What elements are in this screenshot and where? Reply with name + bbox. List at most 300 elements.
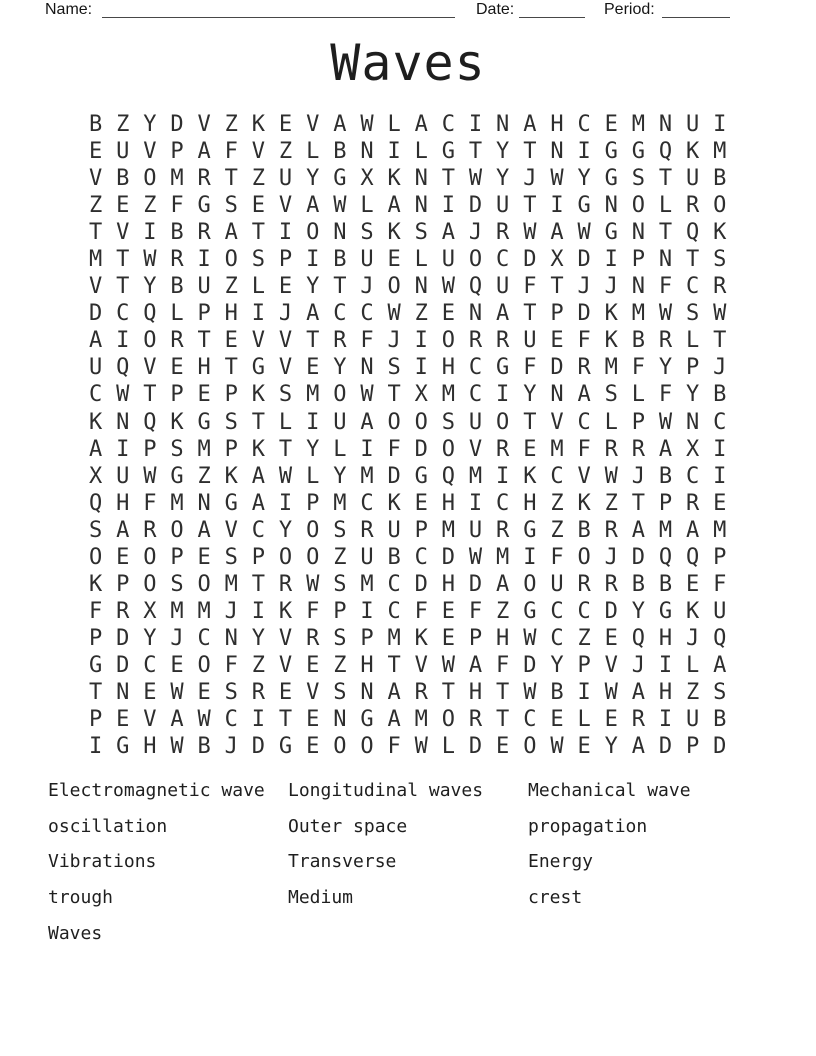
grid-letter: Y (143, 625, 157, 651)
grid-letter: I (387, 139, 401, 165)
grid-letter: K (387, 220, 401, 246)
grid-letter: U (686, 112, 700, 138)
grid-letter: N (414, 274, 428, 300)
grid-letter: D (251, 734, 266, 760)
grid-letter: A (577, 382, 591, 408)
grid-letter: M (414, 707, 428, 733)
grid-letter: X (360, 166, 374, 192)
grid-letter: O (306, 517, 320, 543)
grid-letter: L (658, 193, 673, 219)
grid-letter: H (441, 571, 456, 597)
grid-letter: C (577, 598, 591, 624)
grid-letter: S (333, 517, 347, 543)
grid-letter: O (441, 707, 456, 733)
grid-letter: N (550, 382, 564, 408)
grid-letter: P (251, 544, 266, 570)
grid-letter: N (360, 355, 374, 381)
grid-letter: I (143, 220, 157, 246)
grid-letter: Z (116, 112, 130, 138)
grid-letter: P (713, 544, 727, 570)
grid-letter: M (224, 571, 238, 597)
grid-letter: K (251, 382, 266, 408)
grid-letter: E (686, 571, 700, 597)
grid-letter: O (143, 571, 157, 597)
grid-letter: O (631, 193, 645, 219)
grid-letter: J (631, 463, 645, 489)
grid-letter: O (143, 328, 157, 354)
grid-letter: D (523, 247, 537, 273)
grid-letter: C (387, 598, 401, 624)
grid-letter: S (278, 382, 293, 408)
grid-letter: Z (686, 680, 700, 705)
grid-letter: B (116, 166, 130, 192)
grid-letter: I (658, 652, 673, 678)
grid-letter: J (604, 544, 618, 570)
grid-letter: F (577, 436, 591, 462)
grid-letter: G (251, 355, 266, 381)
grid-letter: E (116, 193, 130, 219)
grid-letter: Z (496, 598, 510, 624)
grid-letter: C (333, 301, 347, 327)
grid-letter: O (468, 247, 483, 273)
grid-letter: T (224, 166, 238, 192)
grid-letter: P (143, 436, 157, 462)
grid-letter: T (88, 220, 103, 246)
grid-letter: K (713, 220, 727, 246)
grid-letter: W (387, 301, 401, 327)
grid-letter: P (88, 625, 103, 651)
grid-letter: X (686, 436, 700, 462)
grid-letter: S (333, 680, 347, 705)
grid-letter: E (278, 680, 293, 705)
grid-letter: D (468, 193, 483, 219)
grid-letter: N (658, 247, 673, 273)
grid-letter: C (197, 625, 211, 651)
grid-letter: E (604, 112, 618, 138)
grid-letter: R (278, 571, 293, 597)
grid-letter: M (631, 112, 645, 138)
grid-letter: V (116, 220, 130, 246)
grid-letter: Z (550, 517, 564, 543)
word-bank-item: oscillation (48, 815, 168, 837)
grid-letter: O (387, 409, 401, 435)
grid-letter: L (170, 301, 184, 327)
grid-letter: G (197, 193, 211, 219)
grid-letter: E (197, 680, 211, 705)
grid-letter: J (631, 652, 645, 678)
grid-letter: I (251, 598, 266, 624)
grid-letter: P (170, 139, 184, 165)
grid-letter: K (686, 139, 700, 165)
grid-letter: G (604, 166, 618, 192)
grid-letter: R (306, 625, 320, 651)
grid-letter: I (116, 436, 130, 462)
grid-letter: M (441, 382, 456, 408)
grid-letter: S (360, 220, 374, 246)
grid-letter: W (550, 166, 564, 192)
grid-letter: O (441, 328, 456, 354)
grid-letter: G (604, 139, 618, 165)
grid-letter: U (523, 328, 537, 354)
grid-letter: A (658, 436, 673, 462)
grid-letter: C (360, 490, 374, 516)
grid-letter: R (360, 517, 374, 543)
grid-letter: S (224, 193, 238, 219)
grid-letter: X (414, 382, 428, 408)
word-bank-column-3 (528, 773, 691, 916)
grid-letter: I (251, 301, 266, 327)
grid-letter: U (116, 463, 130, 489)
grid-letter: H (441, 355, 456, 381)
grid-letter: J (523, 166, 537, 192)
grid-letter: W (360, 112, 374, 138)
grid-letter: I (658, 707, 673, 733)
grid-letter: F (306, 598, 320, 624)
grid-letter: F (631, 355, 645, 381)
grid-letter: W (441, 274, 456, 300)
grid-letter: U (88, 355, 103, 381)
grid-letter: E (306, 734, 320, 760)
grid-letter: R (333, 328, 347, 354)
period-label: Period: (604, 1, 655, 18)
grid-letter: T (658, 166, 673, 192)
grid-letter: A (523, 112, 537, 138)
grid-letter: B (577, 517, 591, 543)
grid-letter: T (713, 328, 727, 354)
grid-letter: E (306, 707, 320, 733)
grid-letter: Z (577, 625, 591, 651)
grid-letter: J (577, 274, 591, 300)
grid-letter: W (713, 301, 727, 327)
grid-letter: I (713, 436, 727, 462)
grid-letter: U (496, 193, 510, 219)
grid-letter: G (523, 517, 537, 543)
grid-letter: I (550, 193, 564, 219)
grid-letter: E (441, 301, 456, 327)
grid-letter: W (523, 680, 537, 705)
grid-letter: M (333, 490, 347, 516)
grid-letter: K (251, 436, 266, 462)
grid-letter: I (278, 220, 293, 246)
grid-letter: P (550, 301, 564, 327)
grid-letter: N (468, 301, 483, 327)
grid-letter: T (523, 139, 537, 165)
grid-letter: U (333, 409, 347, 435)
grid-letter: W (523, 625, 537, 651)
grid-letter: G (523, 598, 537, 624)
grid-letter: R (197, 220, 211, 246)
grid-letter: O (278, 544, 293, 570)
grid-letter: N (224, 625, 238, 651)
grid-letter: F (523, 355, 537, 381)
grid-letter: E (116, 707, 130, 733)
grid-letter: O (306, 544, 320, 570)
grid-letter: O (414, 409, 428, 435)
grid-letter: C (686, 463, 700, 489)
grid-letter: R (713, 274, 727, 300)
grid-letter: S (170, 571, 184, 597)
grid-letter: D (631, 544, 645, 570)
grid-letter: P (333, 598, 347, 624)
grid-letter: N (116, 409, 130, 435)
word-search-grid (82, 111, 733, 760)
word-bank-item: crest (528, 887, 583, 909)
grid-letter: V (306, 112, 320, 138)
grid-letter: G (360, 707, 374, 733)
grid-letter: K (414, 625, 428, 651)
grid-letter: L (686, 652, 700, 678)
grid-letter: O (197, 571, 211, 597)
grid-letter: B (713, 707, 727, 733)
grid-letter: F (713, 571, 727, 597)
grid-letter: W (441, 652, 456, 678)
grid-letter: M (468, 463, 483, 489)
grid-letter: L (278, 409, 293, 435)
grid-letter: Y (278, 517, 293, 543)
grid-letter: R (496, 517, 510, 543)
grid-letter: T (88, 680, 103, 705)
grid-letter: J (170, 625, 184, 651)
grid-letter: T (251, 409, 266, 435)
grid-letter: H (658, 680, 673, 705)
grid-letter: W (604, 680, 618, 705)
grid-letter: L (441, 734, 456, 760)
grid-letter: O (333, 734, 347, 760)
grid-letter: G (604, 220, 618, 246)
grid-letter: T (686, 247, 700, 273)
grid-letter: S (713, 247, 727, 273)
name-blank-line (102, 17, 455, 18)
grid-letter: G (577, 193, 591, 219)
grid-letter: P (170, 544, 184, 570)
grid-letter: S (333, 625, 347, 651)
grid-letter: K (523, 463, 537, 489)
grid-letter: B (658, 571, 673, 597)
grid-letter: M (441, 517, 456, 543)
grid-letter: P (170, 382, 184, 408)
grid-letter: Q (468, 274, 483, 300)
grid-letter: R (577, 355, 591, 381)
grid-letter: V (278, 652, 293, 678)
grid-letter: G (631, 139, 645, 165)
grid-letter: N (116, 680, 130, 705)
grid-letter: M (170, 490, 184, 516)
grid-letter: K (170, 409, 184, 435)
grid-letter: F (550, 544, 564, 570)
grid-letter: E (441, 598, 456, 624)
grid-letter: U (360, 544, 374, 570)
grid-letter: D (713, 734, 727, 760)
grid-letter: U (116, 139, 130, 165)
name-label: Name: (45, 1, 93, 18)
grid-letter: D (116, 652, 130, 678)
grid-letter: A (496, 301, 510, 327)
grid-letter: A (197, 517, 211, 543)
grid-letter: T (387, 382, 401, 408)
grid-letter: P (658, 490, 673, 516)
grid-letter: G (170, 463, 184, 489)
grid-letter: S (224, 409, 238, 435)
grid-letter: S (88, 517, 103, 543)
grid-letter: O (143, 544, 157, 570)
grid-letter: L (604, 409, 618, 435)
grid-letter: K (88, 409, 103, 435)
grid-letter: A (468, 652, 483, 678)
grid-letter: Y (251, 625, 266, 651)
grid-letter: O (387, 274, 401, 300)
grid-letter: R (116, 598, 130, 624)
grid-letter: T (523, 409, 537, 435)
grid-letter: S (251, 247, 266, 273)
grid-letter: P (224, 382, 238, 408)
grid-letter: Q (713, 625, 727, 651)
grid-letter: V (251, 328, 266, 354)
grid-letter: M (360, 571, 374, 597)
grid-letter: T (251, 571, 266, 597)
grid-letter: T (631, 490, 645, 516)
grid-letter: U (686, 707, 700, 733)
grid-letter: A (88, 436, 103, 462)
grid-letter: V (306, 680, 320, 705)
grid-letter: R (686, 490, 700, 516)
grid-letter: Q (686, 220, 700, 246)
grid-letter: W (116, 382, 130, 408)
word-bank-item: Outer space (288, 815, 408, 837)
grid-letter: A (631, 734, 645, 760)
grid-letter: P (116, 571, 130, 597)
grid-letter: R (414, 680, 428, 705)
grid-letter: J (224, 598, 238, 624)
grid-letter: A (387, 193, 401, 219)
grid-letter: D (414, 436, 428, 462)
grid-letter: Z (224, 112, 238, 138)
grid-letter: T (496, 707, 510, 733)
grid-letter: T (523, 301, 537, 327)
grid-letter: R (251, 680, 266, 705)
grid-letter: Y (496, 139, 510, 165)
grid-letter: L (251, 274, 266, 300)
grid-letter: E (496, 734, 510, 760)
grid-letter: I (251, 707, 266, 733)
grid-letter: F (387, 734, 401, 760)
date-blank-line (519, 17, 585, 18)
grid-letter: A (251, 490, 266, 516)
grid-letter: W (658, 409, 673, 435)
grid-letter: V (88, 166, 103, 192)
grid-letter: N (550, 139, 564, 165)
grid-letter: U (713, 598, 727, 624)
grid-letter: A (713, 652, 727, 678)
grid-letter: L (387, 112, 401, 138)
grid-letter: M (713, 139, 727, 165)
grid-letter: P (468, 625, 483, 651)
grid-letter: G (88, 652, 103, 678)
grid-letter: I (577, 139, 591, 165)
grid-letter: F (414, 598, 428, 624)
grid-letter: M (496, 544, 510, 570)
grid-letter: O (523, 734, 537, 760)
grid-letter: W (143, 463, 157, 489)
grid-letter: R (170, 247, 184, 273)
grid-letter: Z (143, 193, 157, 219)
grid-letter: R (686, 193, 700, 219)
grid-letter: S (713, 680, 727, 705)
grid-letter: T (441, 680, 456, 705)
grid-letter: H (143, 734, 157, 760)
grid-letter: D (414, 571, 428, 597)
grid-letter: V (550, 409, 564, 435)
grid-letter: Z (251, 166, 266, 192)
period-blank-line (662, 17, 730, 18)
grid-letter: I (360, 436, 374, 462)
grid-letter: I (414, 328, 428, 354)
grid-letter: T (224, 355, 238, 381)
grid-letter: C (713, 409, 727, 435)
grid-letter: I (468, 490, 483, 516)
grid-letter: Z (278, 139, 293, 165)
grid-letter: N (360, 680, 374, 705)
grid-letter: K (604, 328, 618, 354)
grid-letter: D (523, 652, 537, 678)
grid-letter: F (224, 652, 238, 678)
grid-letter: W (468, 544, 483, 570)
grid-letter: J (604, 274, 618, 300)
grid-letter: G (496, 355, 510, 381)
grid-letter: K (604, 301, 618, 327)
grid-letter: I (713, 112, 727, 138)
grid-letter: M (306, 382, 320, 408)
word-bank-column-1 (48, 773, 265, 951)
grid-letter: S (333, 571, 347, 597)
grid-letter: W (333, 193, 347, 219)
grid-letter: C (143, 652, 157, 678)
grid-letter: M (360, 463, 374, 489)
grid-letter: Z (251, 652, 266, 678)
grid-letter: W (143, 247, 157, 273)
grid-letter: T (496, 680, 510, 705)
grid-letter: R (496, 436, 510, 462)
grid-letter: Z (333, 652, 347, 678)
grid-letter: Q (658, 544, 673, 570)
grid-letter: A (197, 139, 211, 165)
grid-letter: Y (686, 382, 700, 408)
grid-letter: B (170, 274, 184, 300)
grid-letter: N (333, 707, 347, 733)
grid-letter: B (387, 544, 401, 570)
grid-letter: Y (143, 274, 157, 300)
grid-letter: N (604, 193, 618, 219)
grid-letter: J (224, 734, 238, 760)
grid-letter: M (658, 517, 673, 543)
grid-letter: I (523, 544, 537, 570)
grid-letter: C (550, 463, 564, 489)
grid-letter: R (577, 571, 591, 597)
grid-letter: E (197, 382, 211, 408)
grid-letter: W (523, 220, 537, 246)
grid-letter: A (333, 112, 347, 138)
grid-letter: Z (550, 490, 564, 516)
grid-letter: W (278, 463, 293, 489)
grid-letter: O (88, 544, 103, 570)
grid-letter: H (496, 625, 510, 651)
word-bank-item: propagation (528, 815, 648, 837)
grid-letter: F (88, 598, 103, 624)
grid-letter: T (523, 193, 537, 219)
grid-letter: A (251, 463, 266, 489)
grid-letter: O (143, 166, 157, 192)
grid-letter: P (686, 734, 700, 760)
grid-letter: E (604, 625, 618, 651)
